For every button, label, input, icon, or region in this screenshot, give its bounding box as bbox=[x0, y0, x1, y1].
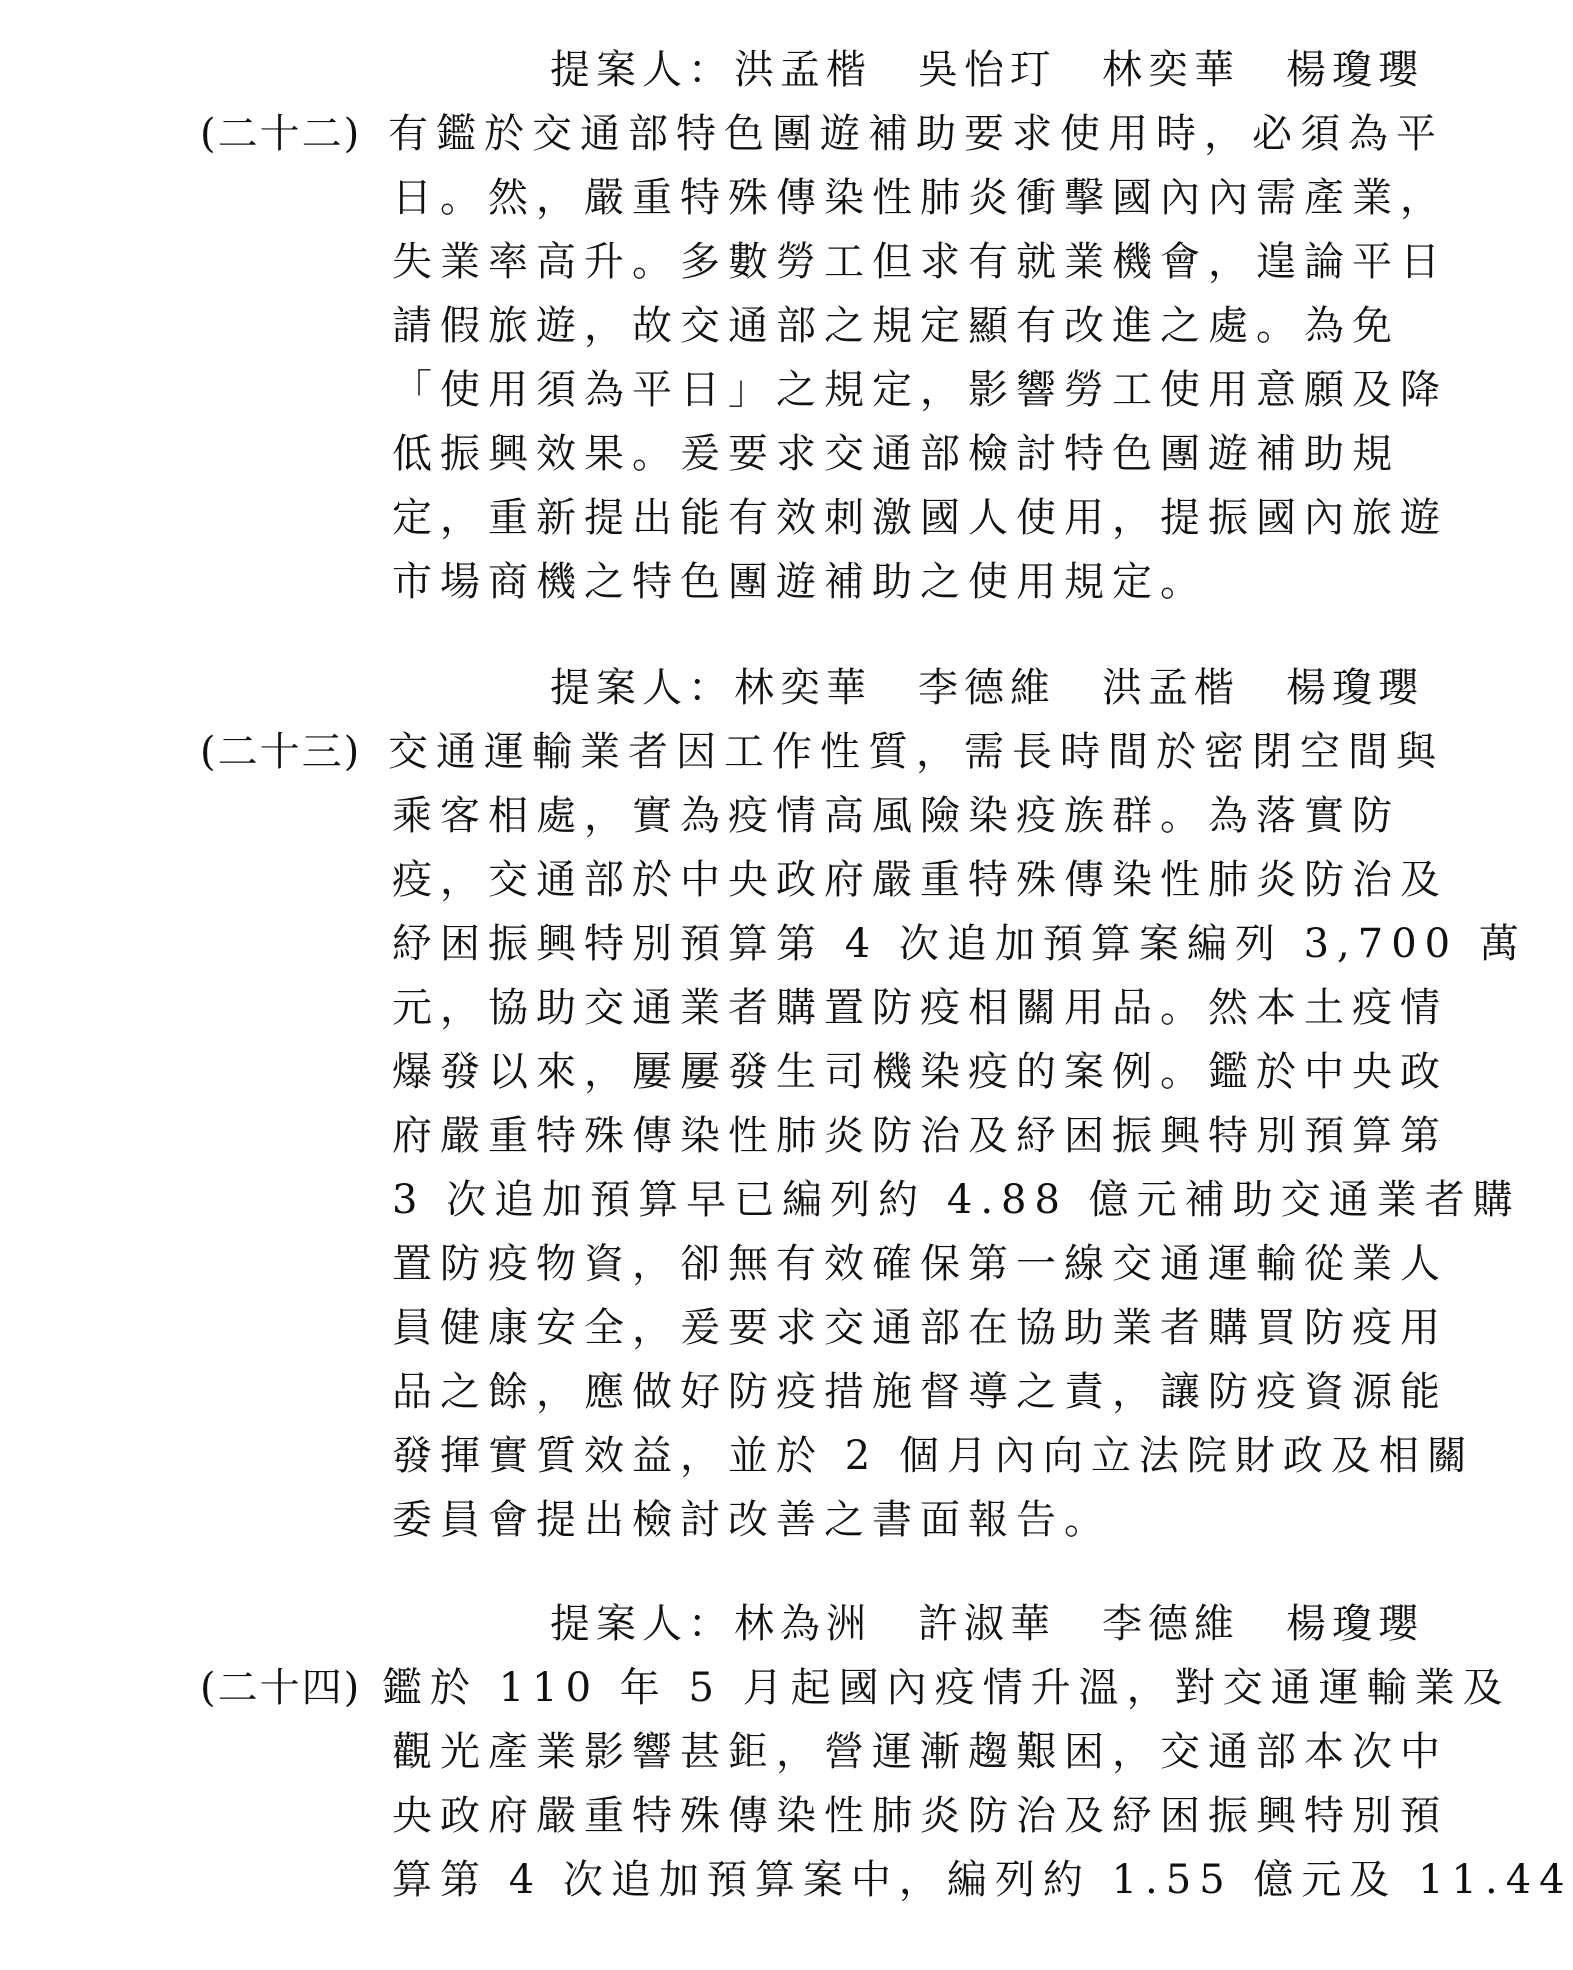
proposer-line: 提案人：洪孟楷 吳怡玎 林奕華 楊瓊瓔 bbox=[550, 47, 1424, 93]
paragraph-line: 乘客相處，實為疫情高風險染疫族群。為落實防 bbox=[392, 793, 1400, 839]
item-number: (二十二) bbox=[200, 111, 362, 157]
item-first-line: 有鑑於交通部特色團遊補助要求使用時，必須為平 bbox=[388, 111, 1444, 157]
paragraph-line: 3 次追加預算早已編列約 4.88 億元補助交通業者購 bbox=[392, 1177, 1521, 1223]
paragraph-line: 失業率高升。多數勞工但求有就業機會，遑論平日 bbox=[392, 239, 1448, 285]
paragraph-line: 疫，交通部於中央政府嚴重特殊傳染性肺炎防治及 bbox=[392, 857, 1448, 903]
paragraph-line: 爆發以來，屢屢發生司機染疫的案例。鑑於中央政 bbox=[392, 1049, 1448, 1095]
item-first-line: 交通運輸業者因工作性質，需長時間於密閉空間與 bbox=[388, 729, 1444, 775]
paragraph-line: 低振興效果。爰要求交通部檢討特色團遊補助規 bbox=[392, 431, 1400, 477]
paragraph-line: 員健康安全，爰要求交通部在協助業者購買防疫用 bbox=[392, 1305, 1448, 1351]
paragraph-line: 央政府嚴重特殊傳染性肺炎防治及紓困振興特別預 bbox=[392, 1793, 1448, 1839]
proposer-line: 提案人：林奕華 李德維 洪孟楷 楊瓊瓔 bbox=[550, 665, 1424, 711]
item-number: (二十四) bbox=[200, 1665, 362, 1711]
proposer-line: 提案人：林為洲 許淑華 李德維 楊瓊瓔 bbox=[550, 1601, 1424, 1647]
paragraph-line: 觀光產業影響甚鉅，營運漸趨艱困，交通部本次中 bbox=[392, 1729, 1448, 1775]
paragraph-line: 委員會提出檢討改善之書面報告。 bbox=[392, 1497, 1112, 1543]
item-number: (二十三) bbox=[200, 729, 362, 775]
paragraph-line: 品之餘，應做好防疫措施督導之責，讓防疫資源能 bbox=[392, 1369, 1448, 1415]
paragraph-line: 算第 4 次追加預算案中，編列約 1.55 億元及 11.44 bbox=[392, 1857, 1573, 1903]
paragraph-line: 發揮實質效益，並於 2 個月內向立法院財政及相關 bbox=[392, 1433, 1475, 1479]
paragraph-line: 府嚴重特殊傳染性肺炎防治及紓困振興特別預算第 bbox=[392, 1113, 1448, 1159]
paragraph-line: 日。然，嚴重特殊傳染性肺炎衝擊國內內需產業， bbox=[392, 175, 1448, 221]
paragraph-line: 市場商機之特色團遊補助之使用規定。 bbox=[392, 559, 1208, 605]
paragraph-line: 紓困振興特別預算第 4 次追加預算案編列 3,700 萬 bbox=[392, 921, 1527, 967]
paragraph-line: 請假旅遊，故交通部之規定顯有改進之處。為免 bbox=[392, 303, 1400, 349]
item-first-line: 鑑於 110 年 5 月起國內疫情升溫，對交通運輸業及 bbox=[382, 1665, 1511, 1711]
paragraph-line: 元，協助交通業者購置防疫相關用品。然本土疫情 bbox=[392, 985, 1448, 1031]
paragraph-line: 「使用須為平日」之規定，影響勞工使用意願及降 bbox=[392, 367, 1448, 413]
paragraph-line: 置防疫物資，卻無有效確保第一線交通運輸從業人 bbox=[392, 1241, 1448, 1287]
paragraph-line: 定，重新提出能有效刺激國人使用，提振國內旅遊 bbox=[392, 495, 1448, 541]
